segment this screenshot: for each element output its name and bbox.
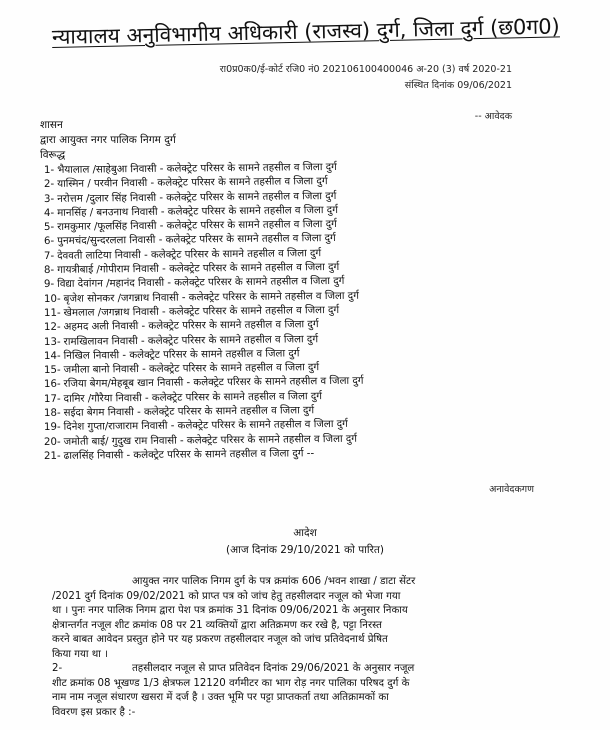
versus-label: विरूद्ध [40,149,66,161]
respondent-item: 15- जमीला बानो निवासी - कलेक्ट्रेट परिसर के सामने तहसील व जिला दुर्ग [43,362,320,377]
respondent-item: 4- मानसिंह / बनउनाथ निवासी - कलेक्ट्रेट परिसर के सामने तहसील व जिला दुर्ग [43,204,338,219]
paragraph-line: विवरण इस प्रकार है :- [52,706,136,718]
respondent-list [43,161,364,464]
case-number: रा0प्र0क0/ई-कोर्ट रजि0 नं0 202106100400046 अ-20 (3) वर्ष 2020-21 [219,64,512,75]
applicant-through: द्वारा आयुक्त नगर पालिक निगम दुर्ग [40,134,176,146]
paragraph-line: नाम नाम नजूल संधारण खसरा में दर्ज है । उक्त भूमि पर पट्टा प्राप्तकर्ता तथा अतिक्रामकों का [52,692,389,704]
respondent-item: 17- दामिर /गौरैया निवासी - कलेक्ट्रेट परिसर के सामने तहसील व जिला दुर्ग [43,390,323,405]
respondent-item: 16- रजिया बेगम/मेहबूब खान निवासी - कलेक्ट्रेट परिसर के सामने तहसील व जिला दुर्ग [43,376,364,391]
paragraph-line: करने बाबत आवेदन प्रस्तुत होने पर यह प्रकरण तहसीलदार नजूल को जांच प्रतिवेदनार्थ प्रेषित [52,634,388,646]
respondent-item: 6- पुनमचंद/सुन्दरलला निवासी - कलेक्ट्रेट परिसर के सामने तहसील व जिला दुर्ग [43,233,336,248]
respondent-item: 21- ढालसिंह निवासी - कलेक्ट्रेट परिसर के सामने तहसील व जिला दुर्ग -- [43,448,315,462]
respondent-item: 8- गायत्रीबाई /गोपीराम निवासी - कलेक्ट्रेट परिसर के सामने तहसील व जिला दुर्ग [43,261,340,277]
paragraph-line: क्षेत्रान्तर्गत नजूल शीट क्रमांक 08 पर 21 व्यक्तियों द्वारा अतिक्रमण कर रखे है, पट्टा निरस्त [52,619,382,631]
respondent-item: 14- निखिल निवासी - कलेक्ट्रेट परिसर के सामने तहसील व जिला दुर्ग [43,348,300,362]
respondent-item: 7- देववती लाटिया निवासी - कलेक्ट्रेट परिसर के सामने तहसील व जिला दुर्ग [43,247,322,262]
respondent-item: 20- जमोती बाई/ गुदुख राम निवासी - कलेक्ट्रेट परिसर के सामने तहसील व जिला दुर्ग [43,433,358,448]
order-heading: आदेश [293,527,317,539]
paragraph-line: था । पुनः नगर पालिक निगम द्वारा पेश पत्र क्रमांक 31 दिनांक 09/06/2021 के अनुसार निकाय [52,605,408,617]
respondent-item: 3- नरोत्तम /दुलार सिंह निवासी - कलेक्ट्रेट परिसर के सामने तहसील व जिला दुर्ग [43,190,337,205]
applicant-role-label: -- आवेदक [474,111,512,122]
respondent-item: 18- सईदा बेगम निवासी - कलेक्ट्रेट परिसर के सामने तहसील व जिला दुर्ग [43,405,315,420]
respondent-item: 9- विद्या देवांगन /महानंद निवासी - कलेक्ट्रेट परिसर के सामने तहसील व जिला दुर्ग [43,276,345,291]
respondent-item: 1- भैयालाल /साहेबुआ निवासी - कलेक्ट्रेट परिसर के सामने तहसील व जिला दुर्ग [43,161,337,176]
paragraph-line: किया गया था । [52,648,109,660]
court-title: न्यायालय अनुविभागीय अधिकारी (राजस्व) दुर्ग, जिला दुर्ग (छ0ग0) [51,14,560,49]
paragraph-line: शीट क्रमांक 08 भूखण्ड 1/3 क्षेत्रफल 12120 वर्गमीटर का भाग रोड़ नगर पालिका परिषद दुर्ग के [52,677,410,689]
order-date: (आज दिनांक 29/10/2021 को पारित) [226,544,384,556]
order-paragraph-2 [52,662,544,720]
paragraph-line: 2- तहसीलदार नजूल से प्राप्त प्रतिवेदन दिनांक 29/06/2021 के अनुसार नजूल [52,662,544,677]
paragraph-number: 2- [52,663,63,674]
order-paragraph-1 [52,575,544,663]
non-applicants-role-label: अनावेदकगण [489,484,534,495]
respondent-item: 19- दिनेश गुप्ता/राजाराम निवासी - कलेक्ट्रेट परिसर के सामने तहसील व जिला दुर्ग [43,419,348,434]
respondent-item: 13- रामखिलावन निवासी - कलेक्ट्रेट परिसर के सामने तहसील व जिला दुर्ग [43,333,319,348]
respondent-item: 12- अहमद अली निवासी - कलेक्ट्रेट परिसर के सामने तहसील व जिला दुर्ग [43,319,319,334]
paragraph-line: /2021 दुर्ग दिनांक 09/02/2021 को प्राप्त पत्र को जांच हेतु तहसीलदार नजूल को भेजा गया [52,590,401,602]
registration-date: संस्थित दिनांक 09/06/2021 [404,80,512,91]
respondent-item: 10- बृजेश सोनकर /जगन्नाथ निवासी - कलेक्ट्रेट परिसर के सामने तहसील व जिला दुर्ग [43,290,359,305]
respondent-item: 5- रामकुमार /फूलसिंह निवासी - कलेक्ट्रेट परिसर के सामने तहसील व जिला दुर्ग [43,219,337,234]
respondent-item: 11- खेमलाल /जगन्नाथ निवासी - कलेक्ट्रेट परिसर के सामने तहसील व जिला दुर्ग [43,304,340,319]
respondent-item: 2- यास्मिन / परवीन निवासी - कलेक्ट्रेट परिसर के सामने तहसील व जिला दुर्ग [43,176,328,191]
paragraph-line: आयुक्त नगर पालिक निगम दुर्ग के पत्र क्रमांक 606 /भवन शाखा / डाटा सेंटर [132,576,416,587]
applicant-name: शासन [40,119,63,131]
